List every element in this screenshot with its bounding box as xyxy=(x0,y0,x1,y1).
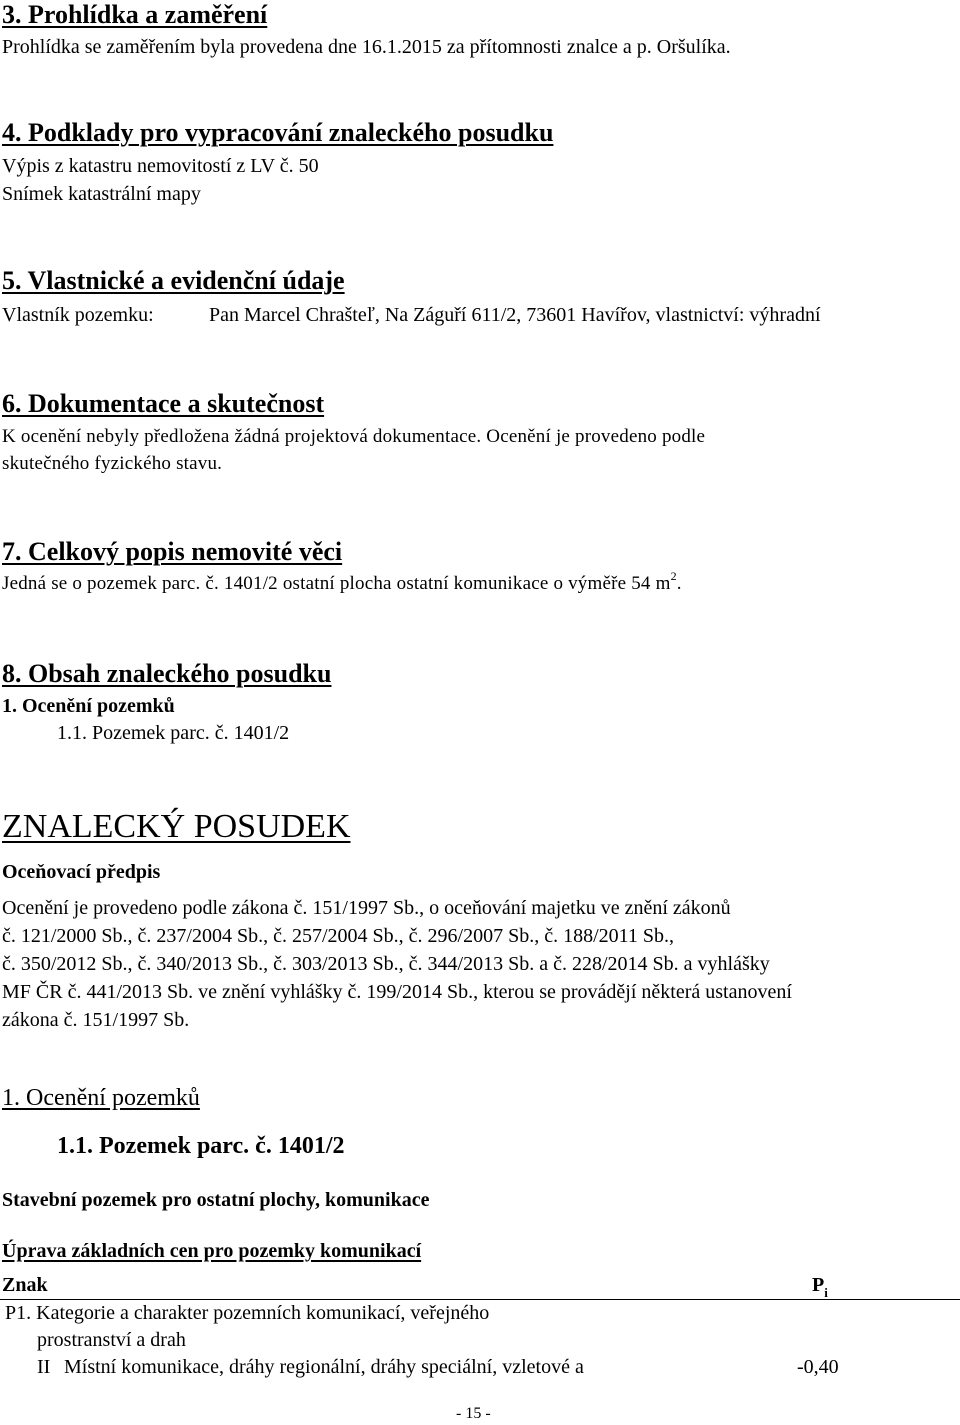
owner-value: Pan Marcel Chrašteľ, Na Záguří 611/2, 73601 Havířov, vlastnictví: výhradní xyxy=(209,304,821,326)
report-title: ZNALECKÝ POSUDEK xyxy=(2,808,351,845)
area-unit-exponent: 2 xyxy=(670,569,677,583)
table-row-p1-line-2: prostranství a drah xyxy=(37,1329,186,1351)
section-6-line-2: skutečného fyzického stavu. xyxy=(2,453,223,474)
table-row-ii-value: -0,40 xyxy=(797,1356,839,1378)
page-number: - 15 - xyxy=(456,1405,491,1422)
section-3-text: Prohlídka se zaměřením byla provedena dne 16.1.2015 za přítomnosti znalce a p. Oršulíka. xyxy=(2,36,731,58)
land-valuation-heading xyxy=(2,1085,200,1112)
column-header-coefficient xyxy=(812,1274,828,1300)
section-3-heading: 3. Prohlídka a zaměření xyxy=(2,0,268,29)
section-4-heading: 4. Podklady pro vypracování znaleckého posudku xyxy=(2,118,554,147)
section-7-text-main: Jedná se o pozemek parc. č. 1401/2 ostatní plocha ostatní komunikace o výměře 54 m xyxy=(2,573,671,594)
land-type: Stavební pozemek pro ostatní plochy, komunikace xyxy=(2,1189,430,1211)
section-7-text-end: . xyxy=(676,573,682,594)
regulation-line-1: Ocenění je provedeno podle zákona č. 151/1997 Sb., o oceňování majetku ve znění zákonů xyxy=(2,897,731,919)
contents-item-1-1: 1.1. Pozemek parc. č. 1401/2 xyxy=(57,722,290,744)
section-5-heading: 5. Vlastnické a evidenční údaje xyxy=(2,266,345,295)
table-row-ii-code: II xyxy=(37,1356,51,1378)
table-row-ii-text: Místní komunikace, dráhy regionální, dráhy speciální, vzletové a xyxy=(64,1356,584,1378)
regulation-line-2: č. 121/2000 Sb., č. 237/2004 Sb., č. 257/2004 Sb., č. 296/2007 Sb., č. 188/2011 Sb., xyxy=(2,925,675,947)
adjustment-heading-text: Úprava základních cen pro pozemky komunikací xyxy=(2,1240,422,1262)
section-7-heading: 7. Celkový popis nemovité věci xyxy=(2,537,343,566)
section-7-text xyxy=(2,569,682,595)
coefficient-subscript: i xyxy=(824,1285,828,1300)
adjustment-heading xyxy=(2,1240,421,1263)
contents-item-1: 1. Ocenění pozemků xyxy=(2,695,175,717)
section-6-line-1: K ocenění nebyly předložena žádná projektová dokumentace. Ocenění je provedeno podle xyxy=(2,426,706,447)
regulation-line-5: zákona č. 151/1997 Sb. xyxy=(2,1009,190,1031)
coefficient-symbol: P xyxy=(812,1274,825,1296)
section-6-heading: 6. Dokumentace a skutečnost xyxy=(2,389,325,418)
regulation-line-3: č. 350/2012 Sb., č. 340/2013 Sb., č. 303/2013 Sb., č. 344/2013 Sb. a č. 228/2014 Sb. a vyhlášky xyxy=(2,953,770,975)
section-8-heading: 8. Obsah znaleckého posudku xyxy=(2,659,332,688)
parcel-subheading: 1.1. Pozemek parc. č. 1401/2 xyxy=(57,1133,345,1159)
section-4-line-1: Výpis z katastru nemovitostí z LV č. 50 xyxy=(2,155,319,177)
table-row-p1-line-1: P1. Kategorie a charakter pozemních komunikací, veřejného xyxy=(5,1302,490,1324)
table-header-divider xyxy=(0,1299,960,1300)
owner-label: Vlastník pozemku: xyxy=(2,304,154,326)
land-valuation-heading-text: 1. Ocenění pozemků xyxy=(2,1085,200,1111)
section-4-line-2: Snímek katastrální mapy xyxy=(2,183,201,205)
regulation-line-4: MF ČR č. 441/2013 Sb. ve znění vyhlášky č. 199/2014 Sb., kterou se provádějí některá ustanovení xyxy=(2,981,792,1003)
valuation-regulation-heading: Oceňovací předpis xyxy=(2,861,161,883)
column-header-sign: Znak xyxy=(2,1274,48,1296)
